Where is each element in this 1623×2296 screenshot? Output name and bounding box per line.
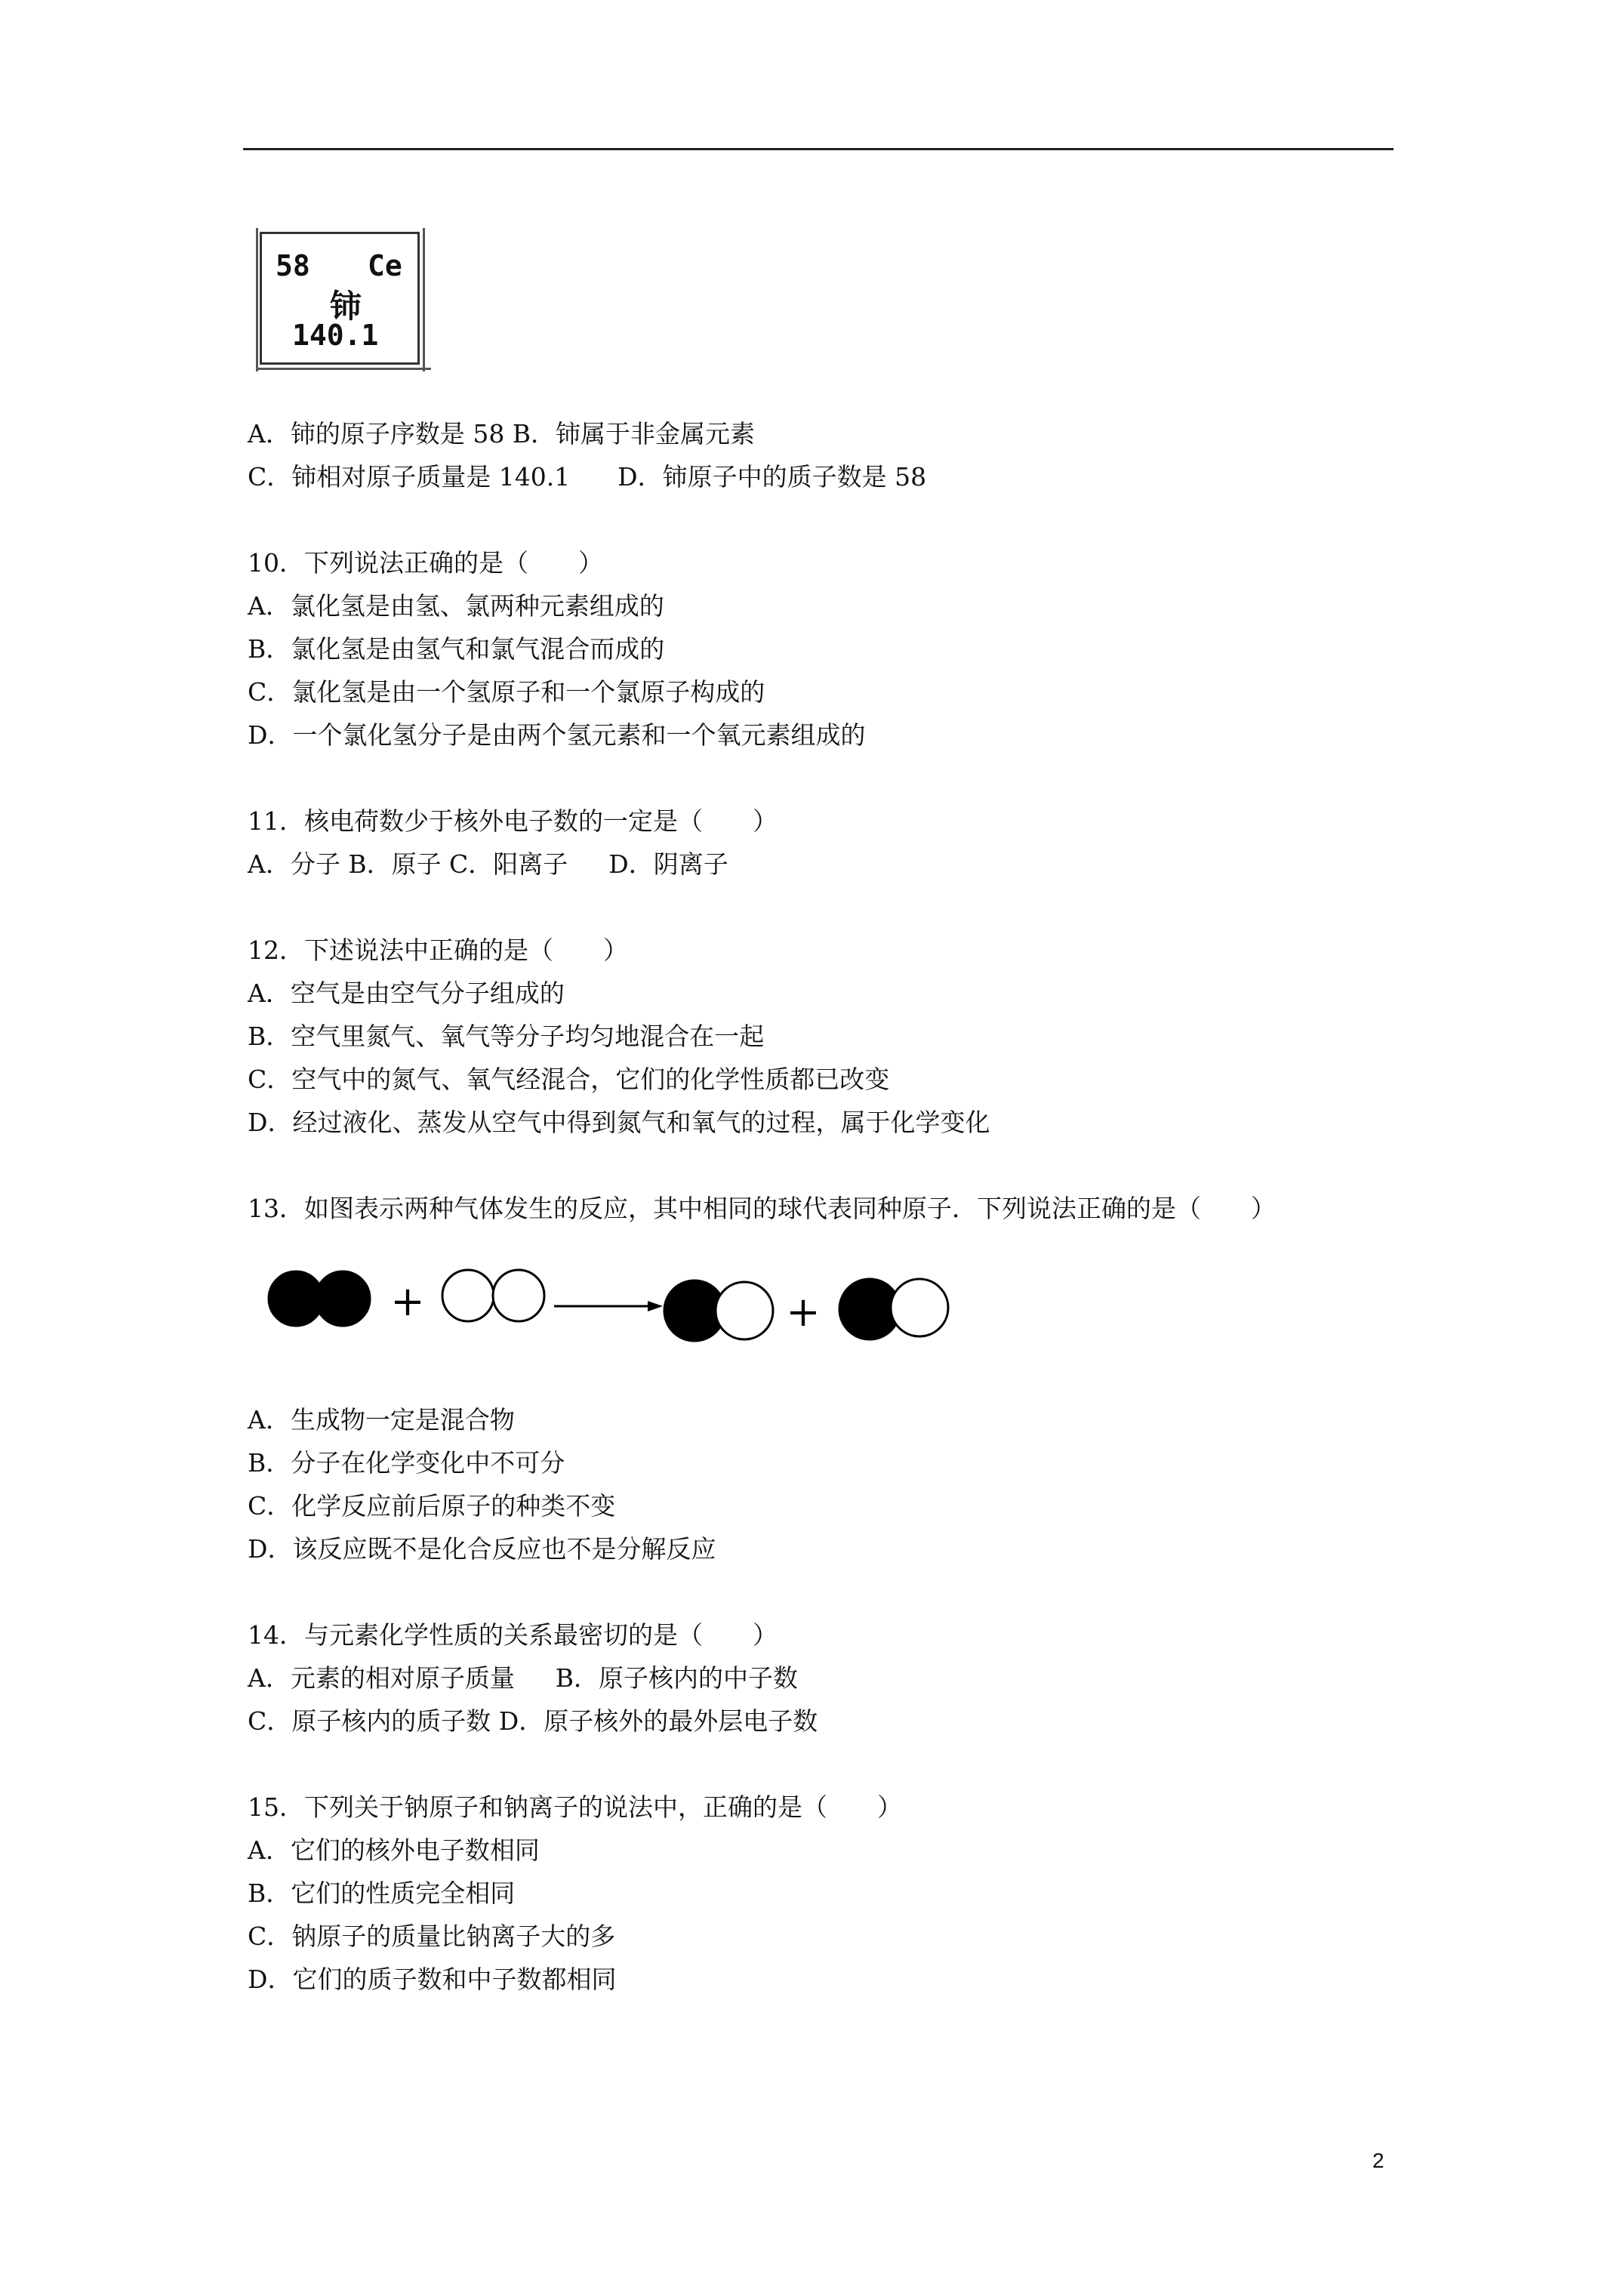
q12-stem: 12．下述说法中正确的是（ ） [248, 935, 628, 965]
q11-stem: 11．核电荷数少于核外电子数的一定是（ ） [248, 806, 778, 836]
q12-option-a: A．空气是由空气分子组成的 [248, 978, 565, 1008]
q12-option-b: B．空气里氮气、氧气等分子均匀地混合在一起 [248, 1022, 765, 1051]
element-symbol: Ce [368, 249, 402, 282]
q12-option-c: C．空气中的氮气、氧气经混合，它们的化学性质都已改变 [248, 1065, 890, 1094]
page-number: 2 [1372, 2149, 1384, 2172]
q10-option-c: C．氯化氢是由一个氢原子和一个氯原子构成的 [248, 677, 765, 707]
product-molecule-1 [664, 1281, 773, 1341]
plus-sign-1: + [390, 1277, 425, 1325]
q13-stem: 13．如图表示两种气体发生的反应，其中相同的球代表同种原子．下列说法正确的是（ ） [248, 1194, 1276, 1223]
q14-option-cd: C．原子核内的质子数 D．原子核外的最外层电子数 [248, 1706, 818, 1736]
q12-option-d: D．经过液化、蒸发从空气中得到氮气和氧气的过程，属于化学变化 [248, 1108, 990, 1137]
q15-option-c: C．钠原子的质量比钠离子大的多 [248, 1922, 616, 1951]
plus-sign-2: + [786, 1288, 821, 1336]
header-rule [243, 148, 1394, 150]
q9-option-ab: A．铈的原子序数是 58 B．铈属于非金属元素 [248, 419, 756, 448]
atomic-number: 58 [276, 249, 310, 282]
q14-option-ab: A．元素的相对原子质量 B．原子核内的中子数 [248, 1663, 799, 1693]
q9-option-cd: C．铈相对原子质量是 140.1 D．铈原子中的质子数是 58 [248, 462, 927, 492]
product-molecule-2 [839, 1279, 948, 1339]
q13-option-d: D．该反应既不是化合反应也不是分解反应 [248, 1534, 716, 1564]
atomic-mass: 140.1 [292, 319, 379, 352]
reactant-molecule-white [442, 1270, 544, 1321]
periodic-table-cell-cerium [260, 232, 420, 365]
q11-options: A．分子 B．原子 C．阳离子 D．阴离子 [248, 849, 728, 879]
reaction-arrow [554, 1301, 663, 1311]
q15-option-b: B．它们的性质完全相同 [248, 1878, 516, 1908]
q10-option-b: B．氯化氢是由氢气和氯气混合而成的 [248, 634, 665, 664]
q14-stem: 14．与元素化学性质的关系最密切的是（ ） [248, 1620, 778, 1650]
q10-option-a: A．氯化氢是由氢、氯两种元素组成的 [248, 591, 664, 621]
q15-stem: 15．下列关于钠原子和钠离子的说法中，正确的是（ ） [248, 1792, 902, 1822]
element-name: 铈 [330, 288, 362, 325]
q15-option-d: D．它们的质子数和中子数都相同 [248, 1965, 617, 1994]
q10-stem: 10．下列说法正确的是（ ） [248, 548, 603, 578]
q13-option-b: B．分子在化学变化中不可分 [248, 1448, 565, 1478]
q13-option-c: C．化学反应前后原子的种类不变 [248, 1491, 616, 1521]
reactant-molecule-black [269, 1271, 370, 1326]
reaction-diagram [243, 1244, 968, 1358]
q13-option-a: A．生成物一定是混合物 [248, 1405, 515, 1435]
q10-option-d: D．一个氯化氢分子是由两个氢元素和一个氧元素组成的 [248, 720, 866, 750]
q15-option-a: A．它们的核外电子数相同 [248, 1835, 540, 1865]
